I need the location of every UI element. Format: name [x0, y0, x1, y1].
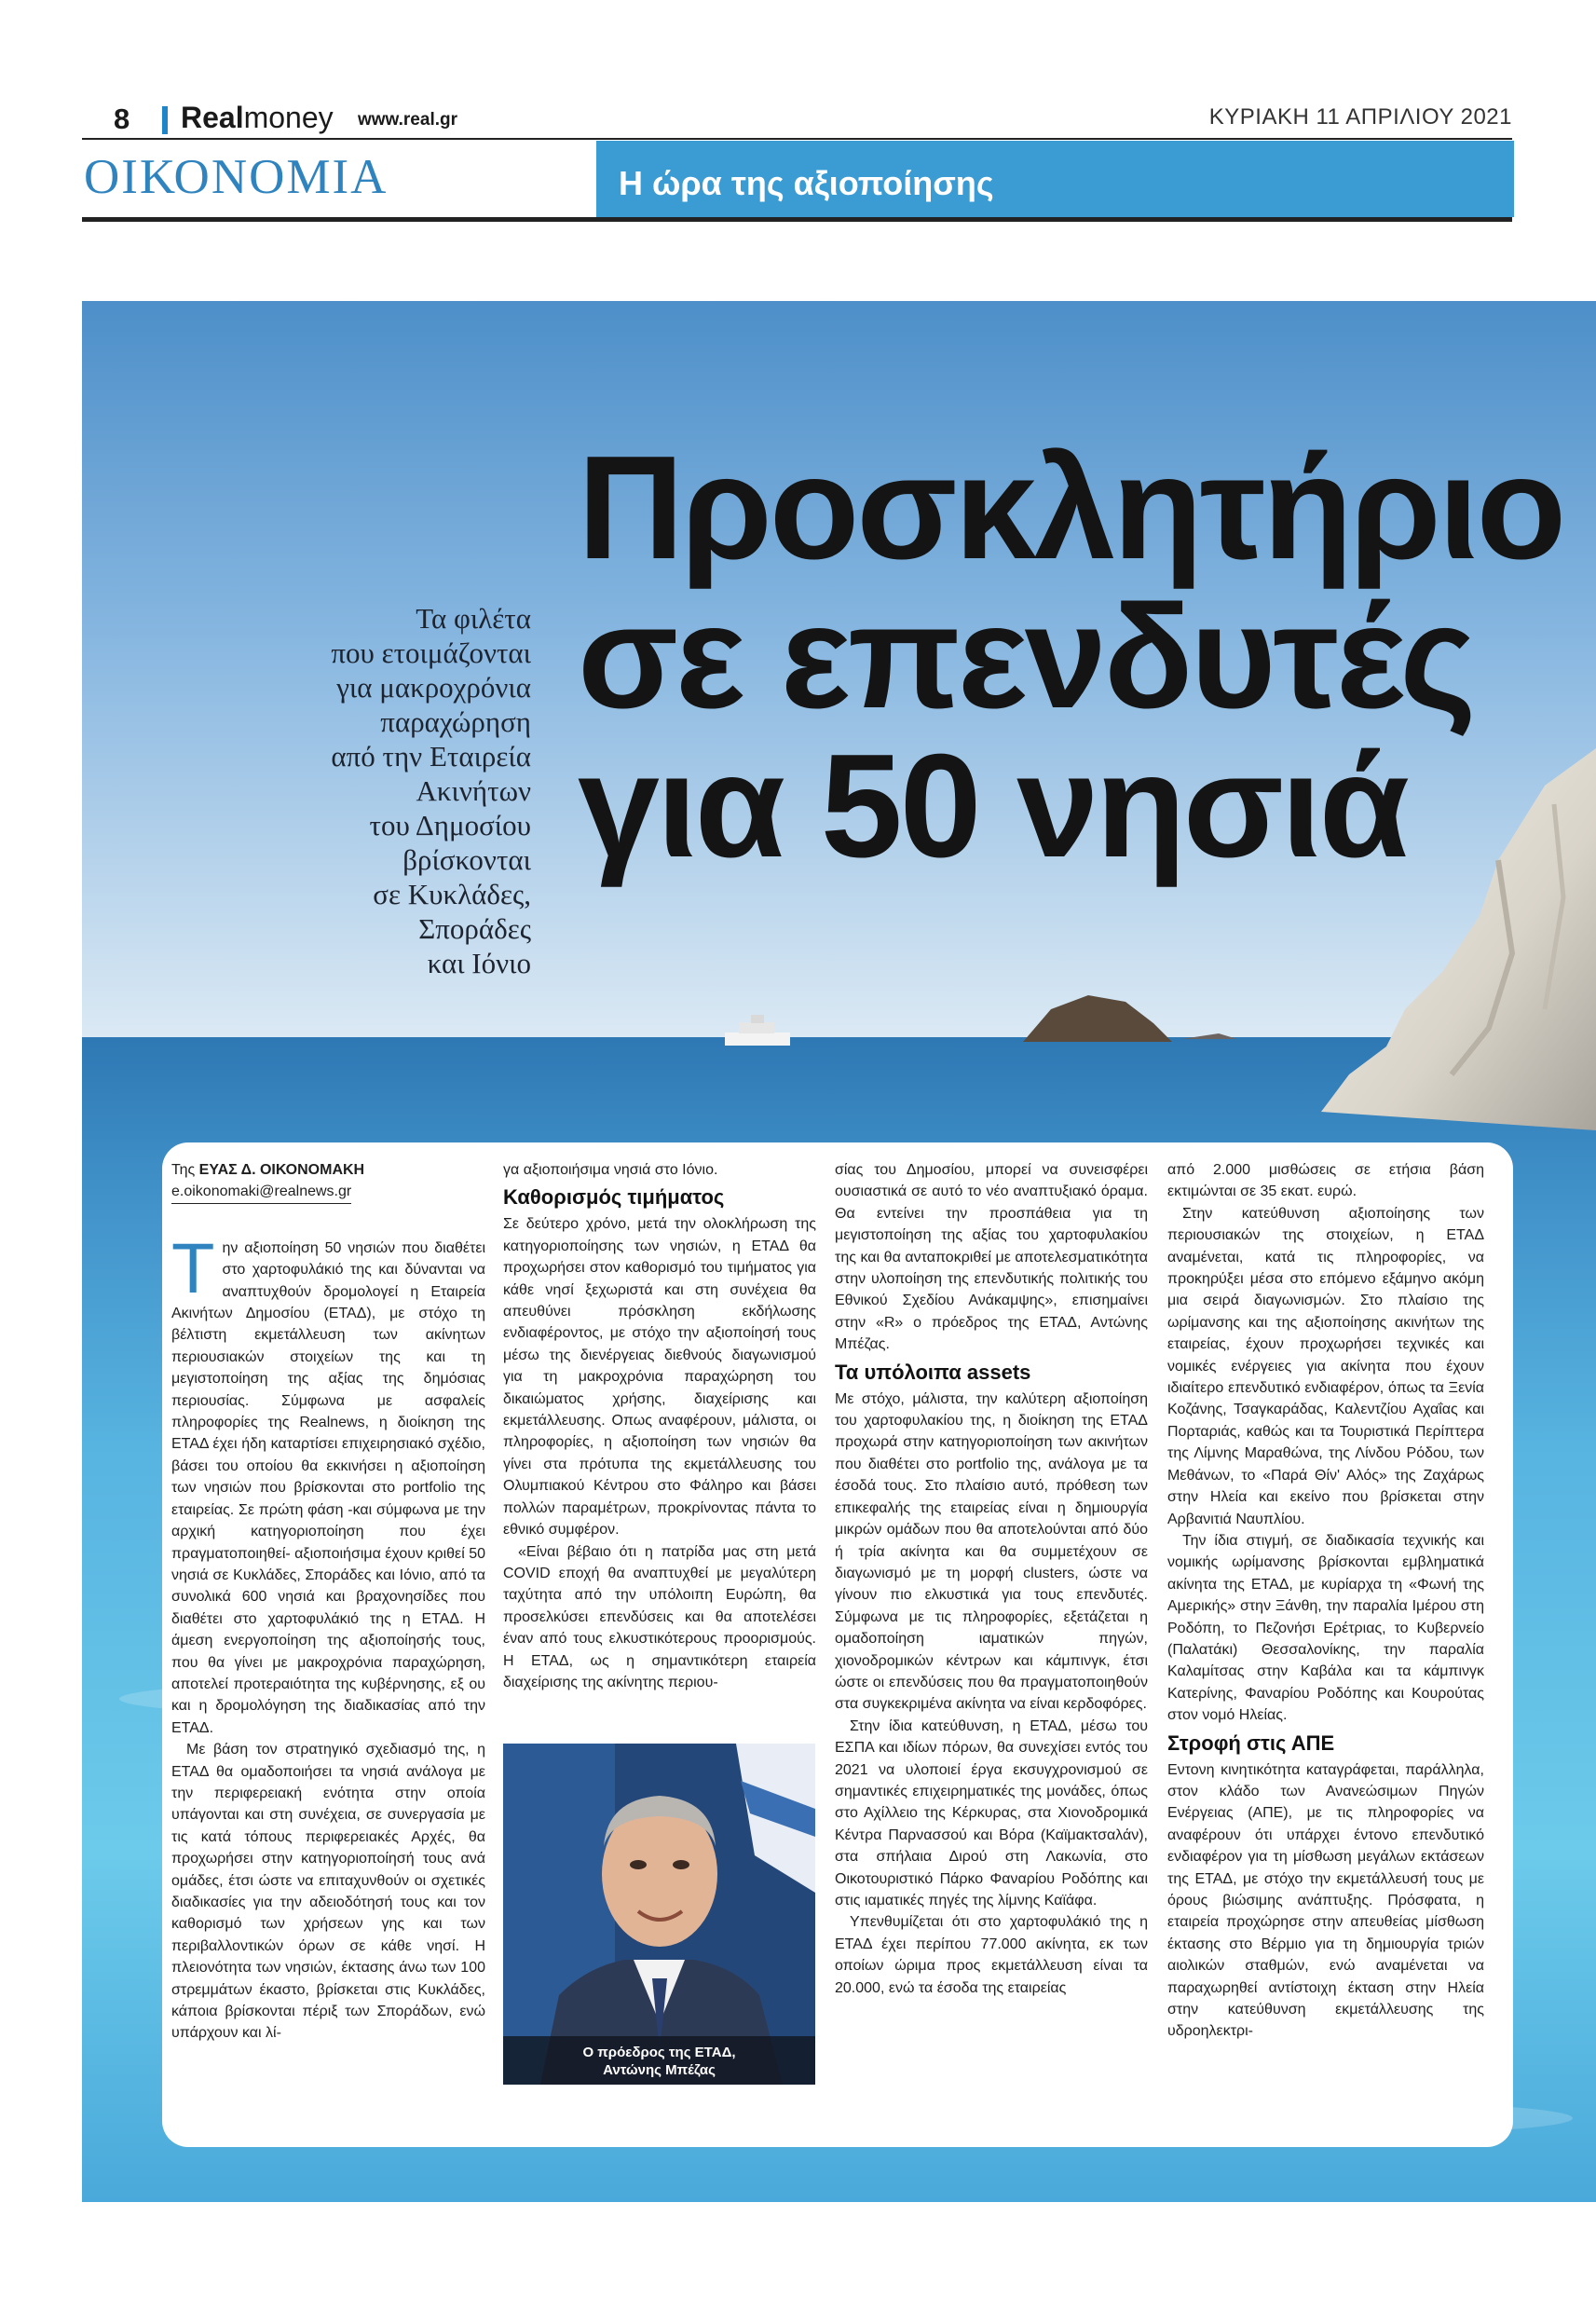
article-column-4	[1167, 1159, 1484, 2043]
subhead-line: Ακινήτων	[416, 774, 531, 807]
byline-prefix: Της	[171, 1162, 196, 1178]
article-panel	[162, 1142, 1513, 2147]
author-name: ΕΥΑΣ Δ. ΟΙΚΟΝΟΜΑΚΗ	[198, 1162, 365, 1178]
section-label: ΟΙΚΟΝΟΜΙΑ	[84, 150, 389, 204]
subhead-line: Τα φιλέτα	[416, 602, 531, 635]
brand-light: money	[243, 101, 334, 134]
article-paragraph: Υπενθυμίζεται ότι στο χαρτοφυλάκιό της η ΕΤΑΔ έχει περίπου 77.000 ακίνητα, εκ των οποίων ώριμα προς εκμετάλλευση είναι τα 20.000, ενώ τα έσοδα της εταιρείας	[835, 1914, 1148, 1996]
headline	[578, 426, 1584, 888]
issue-date: ΚΥΡΙΑΚΗ 11 ΑΠΡΙΛΙΟΥ 2021	[1208, 104, 1512, 130]
headline-line: σε επενδυτές	[578, 575, 1474, 739]
article-paragraph: Με στόχο, μάλιστα, την καλύτερη αξιοποίηση του χαρτοφυλακίου της, η διοίκηση της ΕΤΑΔ προχωρά στην κατηγοριοποίηση των ακινήτων που διαθέτει στο portfolio της, ανάλογα με τα έσοδά τους. Στο πλαίσιο αυτό, πρόθεση των επικεφαλής της εταιρείας είναι η δημιουργία μικρών ομάδων που θα αποτελούνται από δύο ή τρία ακίνητα και θα συμμετέχουν σε διαγωνισμό με τη μορφή clusters, ώστε να γίνουν πιο ελκυστικά για τους επενδυτές. Σύμφωνα με τις πληροφορίες, εξετάζεται η ομαδοποίηση ιαματικών πηγών, χιονοδρομικών κέντρων και κάμπινγκ, έτσι ώστε οι επενδύσεις που θα πραγματοποιηθούν στα συγκεκριμένα ακίνητα να είναι κερδοφόρες.	[835, 1390, 1148, 1713]
subhead-line: σε Κυκλάδες,	[373, 878, 531, 910]
topic-title: Η ώρα της αξιοποίησης	[619, 164, 994, 202]
headline-line: για 50 νησιά	[578, 724, 1407, 888]
subheading-pricing: Καθορισμός τιμήματος	[503, 1185, 725, 1210]
article-column-3	[835, 1159, 1148, 1999]
photo-caption	[503, 2036, 815, 2085]
subhead-line: για μακροχρόνια	[336, 671, 531, 704]
brand-bold: Real	[181, 101, 244, 134]
article-paragraph: Με βάση τον στρατηγικό σχεδιασμό της, η ΕΤΑΔ θα ομαδοποιήσει τα νησιά ανάλογα με την περιφερειακή ενότητα στην οποία υπάγονται και στη συνέχεια, σε συνεργασία με τις κατά τόπους περιφερειακές Αρχές, θα προχωρήσει στην κατηγοριοποίησή τους ανά ομάδες, έτσι ώστε να επιταχυνθούν οι σχετικές διαδικασίες για την αδειοδότησή τους και τον καθορισμό των χρήσεων γης και των περιβαλλοντικών όρων σε κάθε νησί. Η πλειονότητα των νησιών, έκτασης άνω των 100 στρεμμάτων έκαστο, βρίσκεται στις Κυκλάδες, κάποια βρίσκονται πέριξ των Σποράδων, ενώ υπάρχουν και λί-	[171, 1742, 485, 2042]
subhead-line: βρίσκονται	[402, 843, 531, 876]
headline-line: Προσκλητήριο	[578, 426, 1564, 590]
subhead	[270, 601, 531, 980]
article-column-1	[171, 1159, 485, 2045]
website: www.real.gr	[358, 110, 457, 130]
article-paragraph: Εντονη κινητικότητα καταγράφεται, παράλληλα, στον κλάδο των Ανανεώσιμων Πηγών Ενέργειας (ΑΠΕ), με τις πληροφορίες να αναφέρουν ότι υπάρχει έντονο επενδυτικό ενδιαφέρον για τη μίσθωση μεγάλων εκτάσεων της ΕΤΑΔ, με στόχο την εκμετάλλευσή τους με όρους βιώσιμης ανάπτυξης. Πρόσφατα, η εταιρεία προχώρησε στην απευθείας μίσθωση έκτασης στο Βέρμιο για τη δημιουργία τριών αιολικών σταθμών, ενώ αναμένεται να παραχωρηθεί αντίστοιχη έκταση στην Ηλεία στην κατεύθυνση εκμετάλλευσης της υδροηλεκτρι-	[1167, 1761, 1484, 2040]
page-number: 8	[114, 103, 130, 135]
brand-logo	[181, 101, 334, 135]
subhead-line: και Ιόνιο	[427, 947, 531, 979]
subhead-line: Σποράδες	[418, 912, 531, 945]
subheading-assets: Τα υπόλοιπα assets	[835, 1360, 1031, 1384]
subhead-line: παραχώρηση	[380, 705, 531, 738]
article-paragraph: «Είναι βέβαιο ότι η πατρίδα μας στη μετά COVID εποχή θα αναπτυχθεί με μεγαλύτερη ταχύτητα από την υπόλοιπη Ευρώπη, θα προσελκύσει επενδύσεις και θα αποτελέσει έναν από τους ελκυστικότερους προορισμούς. Η ΕΤΑΔ, ως η σημαντικότερη εταιρεία διαχείρισης της ακίνητης περιου-	[503, 1543, 816, 1690]
subhead-line: από την Εταιρεία	[331, 740, 531, 773]
subhead-line: που ετοιμάζονται	[331, 636, 531, 669]
article-paragraph: γα αξιοποιήσιμα νησιά στο Ιόνιο.	[503, 1162, 718, 1178]
photo-caption-line: Αντώνης Μπέζας	[603, 2062, 716, 2078]
article-column-2	[503, 1159, 816, 1693]
lead-paragraph-wrap	[171, 1228, 485, 1739]
article-paragraph: ην αξιοποίηση 50 νησιών που διαθέτει στο χαρτοφυλάκιό της και δύνανται να αναπτυχθούν δρομολογεί η Εταιρεία Ακινήτων Δημοσίου (ΕΤΑΔ), με στόχο τη βέλτιστη εκμετάλλευση των ακίνητων περιουσιακών στοιχείων της και τη μεγιστοποίηση της αξίας της δημόσιας περιουσίας. Σύμφωνα με ασφαλείς πληροφορίες της Realnews, η διοίκηση της ΕΤΑΔ έχει ήδη καταρτίσει επιχειρησιακό σχέδιο, βάσει του οποίου θα εκκινήσει η αξιοποίηση των νησιών που βρίσκονται στο portfolio της εταιρείας. Σε πρώτη φάση -και σύμφωνα με την αρχική κατηγοριοποίηση που έχει πραγματοποιηθεί- αξιοποιήσιμα έχουν κριθεί 50 νησιά σε Κυκλάδες, Σποράδες και Ιόνιο, από τα συνολικά 600 νησιά και βραχονησίδες που διαθέτει στο χαρτοφυλάκιό της η ΕΤΑΔ. Η άμεση ενεργοποίηση της αξιοποίησής τους, που θα γίνει με μακροχρόνια παραχώρηση, αποτελεί προτεραιότητα της κυβέρνησης, εξ ου και η δρομολόγηση της διαδικασίας από την ΕΤΑΔ.	[171, 1239, 485, 1736]
masthead-rule	[82, 138, 1512, 140]
article-paragraph: από 2.000 μισθώσεις σε ετήσια βάση εκτιμώνται σε 35 εκατ. ευρώ.	[1167, 1162, 1484, 1200]
article-paragraph: Σε δεύτερο χρόνο, μετά την ολοκλήρωση της κατηγοριοποίησης των νησιών, η ΕΤΑΔ θα προχωρήσει στον καθορισμό του τιμήματος για κάθε νησί ξεχωριστά και στη συνέχεια θα απευθύνει πρόσκληση εκδήλωσης ενδιαφέροντος, με στόχο την αξιοποίησή τους μέσω της διενέργειας διεθνούς διαγωνισμού για τη μακροχρόνια παραχώρηση του δικαιώματος χρήσης, διαχείρισης και εκμετάλλευσης. Οπως αναφέρουν, μάλιστα, οι πληροφορίες, η αξιοποίηση των νησιών θα γίνει στα πρότυπα της εκμετάλλευσης του Ολυμπιακού Κέντρου στο Φάληρο και βάσει πολλών παραμέτρων, προκρίνοντας πάντα το εθνικό συμφέρον.	[503, 1216, 816, 1539]
byline	[171, 1159, 485, 1181]
photo-caption-line: Ο πρόεδρος της ΕΤΑΔ,	[582, 2045, 736, 2060]
article-paragraph: Στην ίδια κατεύθυνση, η ΕΤΑΔ, μέσω του ΕΣΠΑ και ιδίων πόρων, θα συνεχίσει εντός του 2021 να υλοποιεί έργα εκσυγχρονισμού σε σημαντικές επιχειρηματικές της μονάδες, όπως στο Αχίλλειο της Κέρκυρας, στα Χιονοδρομικά Κέντρα Παρνασσού και Βόρα (Καϊμακτσαλάν), στα σπήλαια Διρού στη Λακωνία, στο Οικοτουριστικό Πάρκο Φαναρίου Ροδόπης και στις ιαματικές πηγές της λίμνης Καϊάφα.	[835, 1717, 1148, 1908]
article-paragraph: Την ίδια στιγμή, σε διαδικασία τεχνικής και νομικής ωρίμανσης βρίσκονται εμβληματικά ακίνητα της ΕΤΑΔ, με κυρίαρχα τη «Φωνή της Αμερικής» στην Ξάνθη, την παραλία Ιμέρου στη Ροδόπη, το Πεζονήσι Ερέτριας, το Κυβερνείο (Παλατάκι) Θεσσαλονίκης, την παραλία Καλαμίτσας στην Καβάλα και τα κάμπινγκ Κατερίνης, Φαναρίου Ροδόπης και Κουρούτας στον νομό Ηλείας.	[1167, 1532, 1484, 1724]
article-paragraph: Στην κατεύθυνση αξιοποίησης των περιουσιακών της στοιχείων, η ΕΤΑΔ αναμένεται, κατά τις πληροφορίες, να προκηρύξει μέσα στο επόμενο εξάμηνο ακόμη μια σειρά διαγωνισμών. Στο πλαίσιο της ωρίμανσης και της αξιοποίησης ακινήτων της εταιρείας, έχουν προχωρήσει τεχνικές και νομικές ενέργειες για ακίνητα που έχουν ιδιαίτερο επενδυτικό ενδιαφέρον, όπως τα Ξενία Κοζάνης, Τσαγκαράδας, Καλεντζίου Αχαΐας και Πορταριάς, καθώς και τα Τουριστικά Περίπτερα της Λίμνης Μαραθώνα, της Λίνδου Ρόδου, των Μεθάνων, το «Παρά Θίν' Αλός» της Ζαχάρως στην Ηλεία και εκείνο που βρίσκεται στην Αρβανιτιά Ναυπλίου.	[1167, 1205, 1484, 1527]
article-paragraph: σίας του Δημοσίου, μπορεί να συνεισφέρει ουσιαστικά σε αυτό το νέο αναπτυξιακό όραμα. Θα εντείνει την προσπάθεια για τη μεγιστοποίηση της αξίας του χαρτοφυλακίου της και θα ανταποκριθεί με αποτελεσματικότητα στην υλοποίηση της επενδυτικής πολιτικής του Εθνικού Σχεδίου Ανάκαμψης», επισημαίνει στην «R» ο πρόεδρος της ΕΤΑΔ, Αντώνης Μπέζας.	[835, 1162, 1148, 1353]
section-rule	[82, 217, 1512, 222]
president-photo	[503, 1744, 815, 2085]
masthead	[82, 99, 1512, 140]
author-email[interactable]: e.oikonomaki@realnews.gr	[171, 1181, 351, 1203]
masthead-separator	[162, 106, 168, 134]
dropcap: Τ	[171, 1228, 215, 1308]
subheading-renewables: Στροφή στις ΑΠΕ	[1167, 1731, 1335, 1755]
subhead-line: του Δημοσίου	[369, 809, 531, 841]
